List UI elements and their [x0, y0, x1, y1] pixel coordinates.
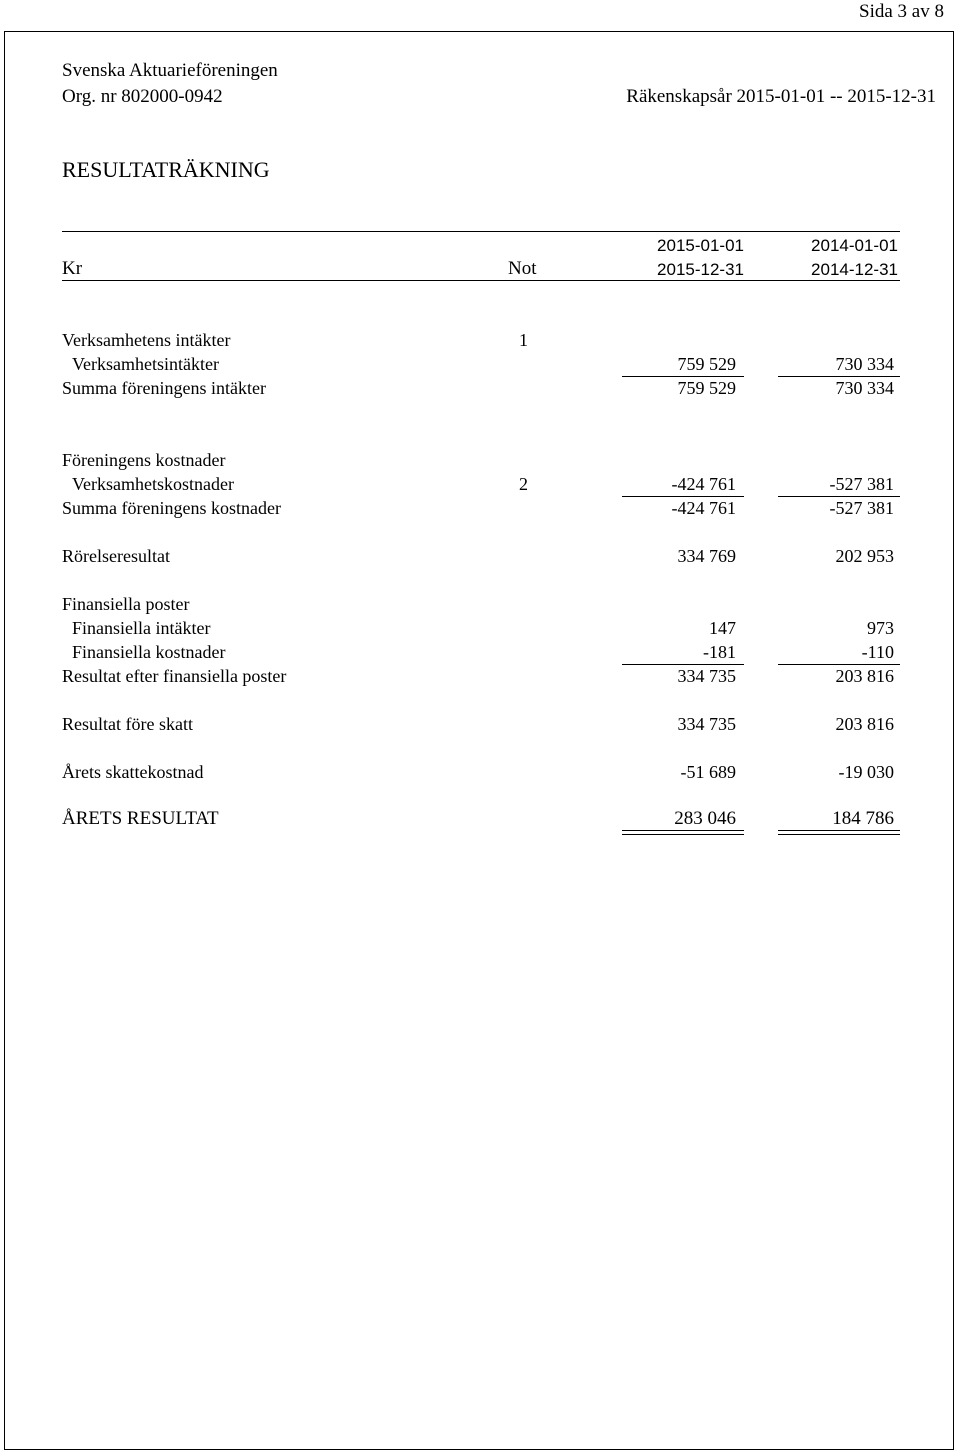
subtotal-rule — [622, 496, 744, 497]
table-row — [0, 498, 960, 520]
row-value-2014: 184 786 — [832, 808, 894, 829]
row-note: 1 — [519, 330, 528, 350]
row-value-2015: -424 761 — [671, 498, 736, 518]
row-value-2015: -181 — [703, 642, 736, 662]
row-label: Resultat efter finansiella poster — [62, 666, 287, 686]
table-row — [0, 330, 960, 352]
table-row — [0, 474, 960, 496]
row-value-2014: 202 953 — [835, 546, 894, 566]
fiscal-year: Räkenskapsår 2015-01-01 -- 2015-12-31 — [626, 86, 936, 107]
table-row — [0, 450, 960, 472]
table-row — [0, 666, 960, 688]
row-label: Föreningens kostnader — [62, 450, 226, 470]
subtotal-rule — [778, 664, 900, 665]
row-label: Verksamhetskostnader — [72, 474, 234, 494]
row-label: ÅRETS RESULTAT — [62, 808, 219, 829]
table-row — [0, 594, 960, 616]
period2-from: 2014-01-01 — [811, 236, 898, 255]
total-double-rule — [622, 830, 744, 835]
subtotal-rule — [778, 496, 900, 497]
row-value-2015: 147 — [709, 618, 736, 638]
row-value-2014: 730 334 — [835, 378, 894, 398]
row-label: Årets skattekostnad — [62, 762, 204, 782]
page-title: RESULTATRÄKNING — [62, 157, 270, 182]
period1-to: 2015-12-31 — [657, 260, 744, 279]
table-row — [0, 354, 960, 376]
header-bottom-rule — [62, 280, 900, 281]
row-value-2014: -19 030 — [838, 762, 894, 782]
row-value-2014: 730 334 — [835, 354, 894, 374]
subtotal-rule — [622, 664, 744, 665]
row-value-2014: -527 381 — [829, 498, 894, 518]
row-value-2015: 759 529 — [677, 354, 736, 374]
table-row — [0, 762, 960, 784]
page-number: Sida 3 av 8 — [859, 1, 944, 22]
subtotal-rule — [778, 376, 900, 377]
row-note: 2 — [519, 474, 528, 494]
row-label: Rörelseresultat — [62, 546, 170, 566]
total-double-rule — [778, 830, 900, 835]
row-value-2015: 334 735 — [677, 666, 736, 686]
row-label: Summa föreningens kostnader — [62, 498, 281, 518]
row-label: Finansiella poster — [62, 594, 190, 614]
table-row — [0, 808, 960, 830]
row-value-2014: 203 816 — [835, 714, 894, 734]
row-value-2014: 973 — [867, 618, 894, 638]
row-value-2015: -424 761 — [671, 474, 736, 494]
row-label: Finansiella intäkter — [72, 618, 211, 638]
note-column-header: Not — [508, 258, 537, 279]
row-label: Summa föreningens intäkter — [62, 378, 266, 398]
row-value-2015: 334 769 — [677, 546, 736, 566]
row-label: Resultat före skatt — [62, 714, 193, 734]
table-row — [0, 378, 960, 400]
org-number: Org. nr 802000-0942 — [62, 86, 223, 107]
row-value-2014: -110 — [861, 642, 894, 662]
row-value-2014: -527 381 — [829, 474, 894, 494]
currency-label: Kr — [62, 258, 83, 279]
table-row — [0, 546, 960, 568]
table-row — [0, 642, 960, 664]
period1-from: 2015-01-01 — [657, 236, 744, 255]
table-row — [0, 714, 960, 736]
row-value-2015: -51 689 — [680, 762, 736, 782]
period2-to: 2014-12-31 — [811, 260, 898, 279]
row-label: Finansiella kostnader — [72, 642, 226, 662]
organization-name: Svenska Aktuarieföreningen — [62, 60, 278, 81]
subtotal-rule — [622, 376, 744, 377]
row-label: Verksamhetens intäkter — [62, 330, 231, 350]
row-value-2014: 203 816 — [835, 666, 894, 686]
row-value-2015: 759 529 — [677, 378, 736, 398]
row-value-2015: 283 046 — [674, 808, 736, 829]
row-label: Verksamhetsintäkter — [72, 354, 219, 374]
table-row — [0, 618, 960, 640]
header-top-rule — [62, 231, 900, 232]
row-value-2015: 334 735 — [677, 714, 736, 734]
